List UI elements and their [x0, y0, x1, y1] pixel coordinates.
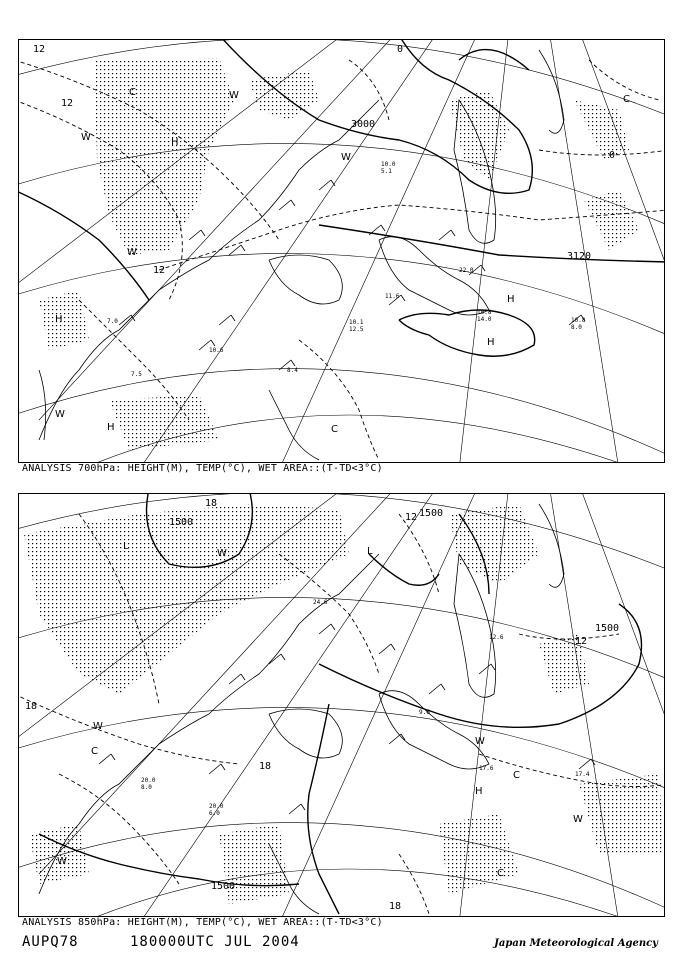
temp-label: 18 [259, 761, 272, 772]
station-value: 14.0 [477, 316, 492, 323]
station-value: 5.1 [381, 168, 392, 175]
temp-label: 12 [153, 265, 166, 276]
station-value: 20.0 [209, 803, 224, 810]
temp-label: 12 [405, 512, 418, 523]
system-marker: L [123, 541, 129, 552]
temp-label: 18 [25, 701, 38, 712]
station-value: 20.0 [141, 777, 156, 784]
wind-barbs [99, 624, 595, 814]
system-marker: W [217, 548, 227, 559]
system-marker: W [127, 247, 137, 258]
system-marker: W [81, 132, 91, 143]
system-marker: C [497, 868, 504, 879]
temp-label: 12 [61, 98, 74, 109]
height-label: 1500 [595, 623, 620, 634]
caption-850hpa: ANALYSIS 850hPa: HEIGHT(M), TEMP(°C), WET AREA::(T-TD<3°C) [22, 917, 383, 928]
system-marker: W [55, 409, 65, 420]
station-value: 8.4 [287, 367, 298, 374]
station-value: 10.8 [571, 317, 586, 324]
system-marker: H [55, 314, 63, 325]
station-value: 12.5 [349, 326, 364, 333]
station-value: 10.8 [477, 309, 492, 316]
system-marker: H [487, 337, 495, 348]
station-value: 24.6 [313, 599, 328, 606]
temp-label: 18 [389, 901, 402, 912]
system-marker: H [507, 294, 515, 305]
station-value: 22.0 [459, 267, 474, 274]
system-marker: W [93, 721, 103, 732]
station-value: 10.6 [209, 347, 224, 354]
system-marker: W [229, 90, 239, 101]
system-marker: H [171, 137, 179, 148]
station-value: 7.5 [131, 371, 142, 378]
station-value: 17.6 [479, 765, 494, 772]
map-850hpa [18, 493, 665, 917]
system-marker: H [107, 422, 115, 433]
isotherms [19, 514, 664, 914]
map-850hpa-canvas [19, 494, 664, 916]
height-label: 1500 [169, 517, 194, 528]
height-label: 3120 [567, 251, 592, 262]
temp-label: 12 [575, 636, 588, 647]
station-value: 17.4 [575, 771, 590, 778]
system-marker: W [573, 814, 583, 825]
temp-label: 18 [205, 498, 218, 509]
chart-id: AUPQ78 [22, 934, 79, 950]
station-value: 9.6 [419, 709, 430, 716]
system-marker: C [91, 746, 98, 757]
station-value: 7.0 [107, 318, 118, 325]
system-marker: C [513, 770, 520, 781]
height-label: 1500 [419, 508, 444, 519]
temp-label: 0 [609, 150, 616, 161]
system-marker: W [341, 152, 351, 163]
system-marker: C [129, 87, 136, 98]
station-value: 12.6 [489, 634, 504, 641]
station-value: 8.0 [571, 324, 582, 331]
system-marker: C [623, 94, 630, 105]
station-value: 10.1 [349, 319, 364, 326]
station-value: 10.0 [381, 161, 396, 168]
system-marker: C [331, 424, 338, 435]
system-marker: L [367, 546, 373, 557]
caption-700hpa: ANALYSIS 700hPa: HEIGHT(M), TEMP(°C), WET AREA::(T-TD<3°C) [22, 463, 383, 474]
temp-label: 12 [33, 44, 46, 55]
map-700hpa [18, 39, 665, 463]
station-value: 11.6 [385, 293, 400, 300]
height-label: 3000 [351, 119, 376, 130]
valid-time: 180000UTC JUL 2004 [130, 934, 300, 950]
height-label: 1500 [211, 881, 236, 892]
system-marker: W [475, 736, 485, 747]
temp-label: 0 [397, 44, 404, 55]
station-value: 6.0 [209, 810, 220, 817]
system-marker: W [57, 856, 67, 867]
map-700hpa-canvas [19, 40, 664, 462]
system-marker: H [475, 786, 483, 797]
station-value: 8.0 [141, 784, 152, 791]
wet-areas [24, 504, 664, 904]
agency-credit: Japan Meteorological Agency [494, 938, 658, 949]
